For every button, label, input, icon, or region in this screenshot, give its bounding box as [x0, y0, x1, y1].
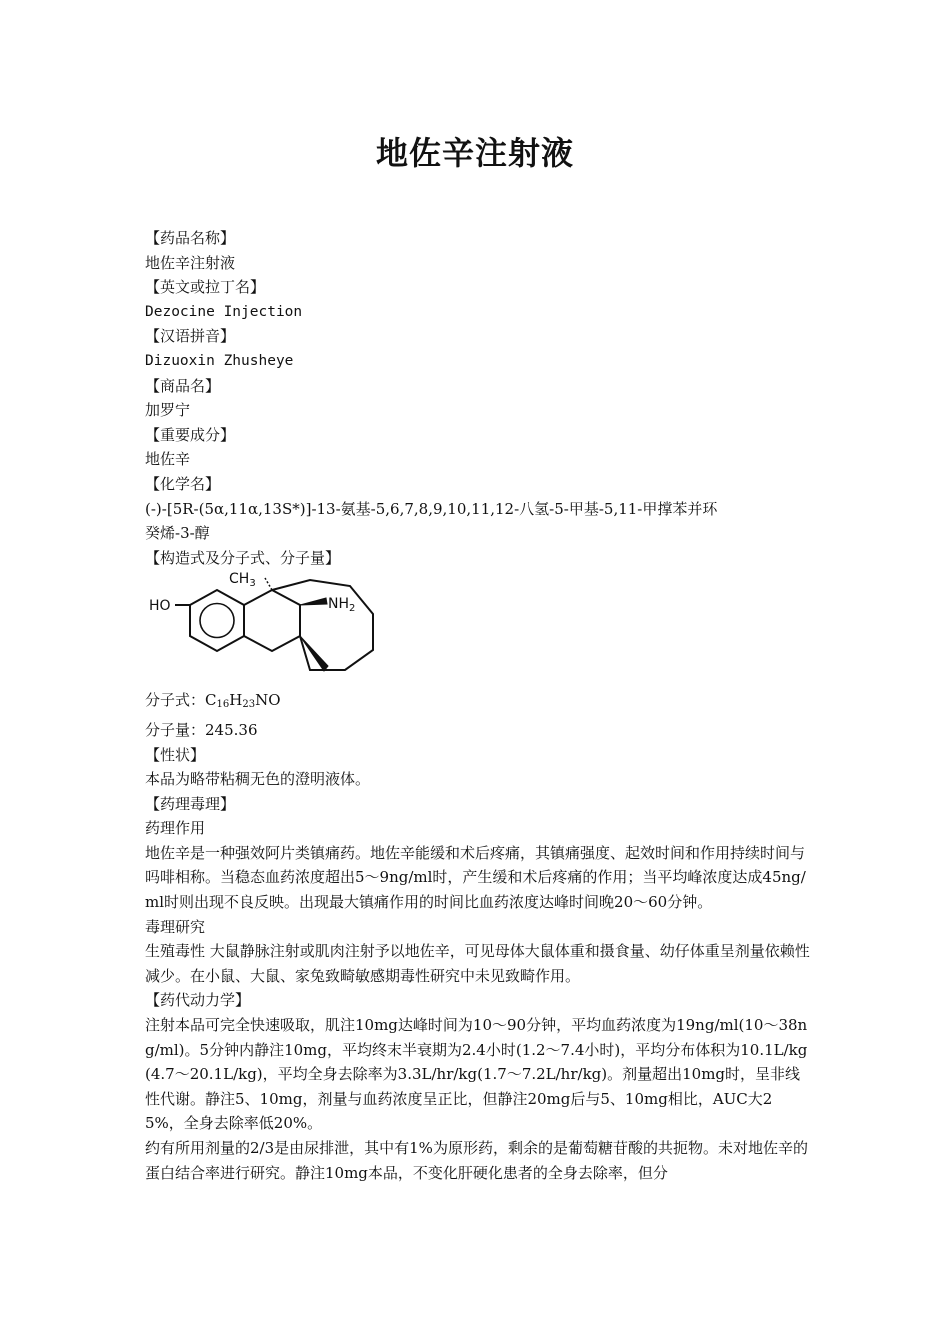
drug-name-header: 【药品名称】 — [145, 229, 236, 247]
toxicology-text: 生殖毒性 大鼠静脉注射或肌肉注射予以地佐辛，可见母体大鼠体重和摄食量、幼仔体重呈剂量依赖性减少。在小鼠、大鼠、家兔致畸敏感期毒性研究中未见致畸作用。 — [145, 942, 810, 985]
pinyin-header: 【汉语拼音】 — [145, 327, 236, 346]
molecular-weight: 分子量：245.36 — [145, 720, 258, 739]
pharmacokinetics-text-2: 约有所用剂量的2/3是由尿排泄，其中有1%为原形药，剩余的是葡萄糖苷酸的共扼物。未对地佐辛的蛋白结合率进行研究。静注10mg本品，不变化肝硬化患者的全身去除率，但分 — [145, 1139, 808, 1182]
pharm-tox-header: 【药理毒理】 — [145, 794, 236, 813]
pharmacology-subheader: 药理作用 — [145, 819, 206, 838]
ingredient-header: 【重要成分】 — [145, 425, 236, 444]
molecular-formula: 分子式：$C_{16}H_{23}NO$ — [145, 691, 281, 711]
structure-diagram — [145, 570, 385, 688]
drug-name: 地佐辛注射液 — [145, 253, 236, 272]
toxicology-subheader: 毒理研究 — [145, 917, 206, 936]
structure-header: 【构造式及分子式、分子量】 — [145, 548, 341, 567]
ingredient: 地佐辛 — [145, 450, 191, 469]
page-title: 地佐辛注射液 — [375, 134, 574, 172]
chemical-name-line1: (-)-[5R-(5α,11α,13S*)]-13-氨基-5,6,7,8,9,10,11,12-八氢-5-甲基-5,11-甲撑苯并环 — [145, 499, 718, 518]
ho-label: HO — [149, 598, 171, 615]
english-name-header: 【英文或拉丁名】 — [145, 278, 266, 297]
english-name: Dezocine Injection — [145, 303, 303, 320]
appearance-header: 【性状】 — [145, 745, 206, 764]
benzene-ring — [190, 590, 244, 651]
ch3-label: $CH_3$ — [229, 571, 256, 590]
chemical-name-line2: 癸烯-3-醇 — [145, 524, 210, 543]
trade-name-header: 【商品名】 — [145, 376, 221, 395]
pinyin: Dizuoxin Zhusheye — [145, 352, 294, 369]
trade-name: 加罗宁 — [145, 401, 191, 420]
aromatic-circle — [200, 604, 234, 638]
chemical-name-header: 【化学名】 — [145, 474, 221, 493]
appearance: 本品为略带粘稠无色的澄明液体。 — [145, 770, 371, 789]
pharmacokinetics-header: 【药代动力学】 — [145, 991, 251, 1010]
nh2-label: $NH_2$ — [328, 596, 356, 615]
pharmacokinetics-text-1: 注射本品可完全快速吸取，肌注10mg达峰时间为10～90分钟，平均血药浓度为19ng/ml(10～38ng/ml)。5分钟内静注10mg，平均终末半衰期为2.4小时(1.2～7.4小时)，平均分布体积为10.1L/kg(4.7～20.1L/kg)，平均全身去除率为3.3L/hr/kg(1.7～7.2L/hr/kg)。剂量超出10mg时，呈非线性代谢。静注5、10mg，剂量与血药浓度呈正比，但静注20mg后与5、10mg相比，AUC大25%，全身去除率低20%。 — [145, 1016, 808, 1133]
document-body — [145, 226, 810, 1185]
pharmacology-text: 地佐辛是一种强效阿片类镇痛药。地佐辛能缓和术后疼痛，其镇痛强度、起效时间和作用持续时间与吗啡相称。当稳态血药浓度超出5～9ng/ml时，产生缓和术后疼痛的作用；当平均峰浓度达成45ng/ml时则出现不良反映。出现最大镇痛作用的时间比血药浓度达峰时间晚20～60分钟。 — [145, 843, 806, 912]
